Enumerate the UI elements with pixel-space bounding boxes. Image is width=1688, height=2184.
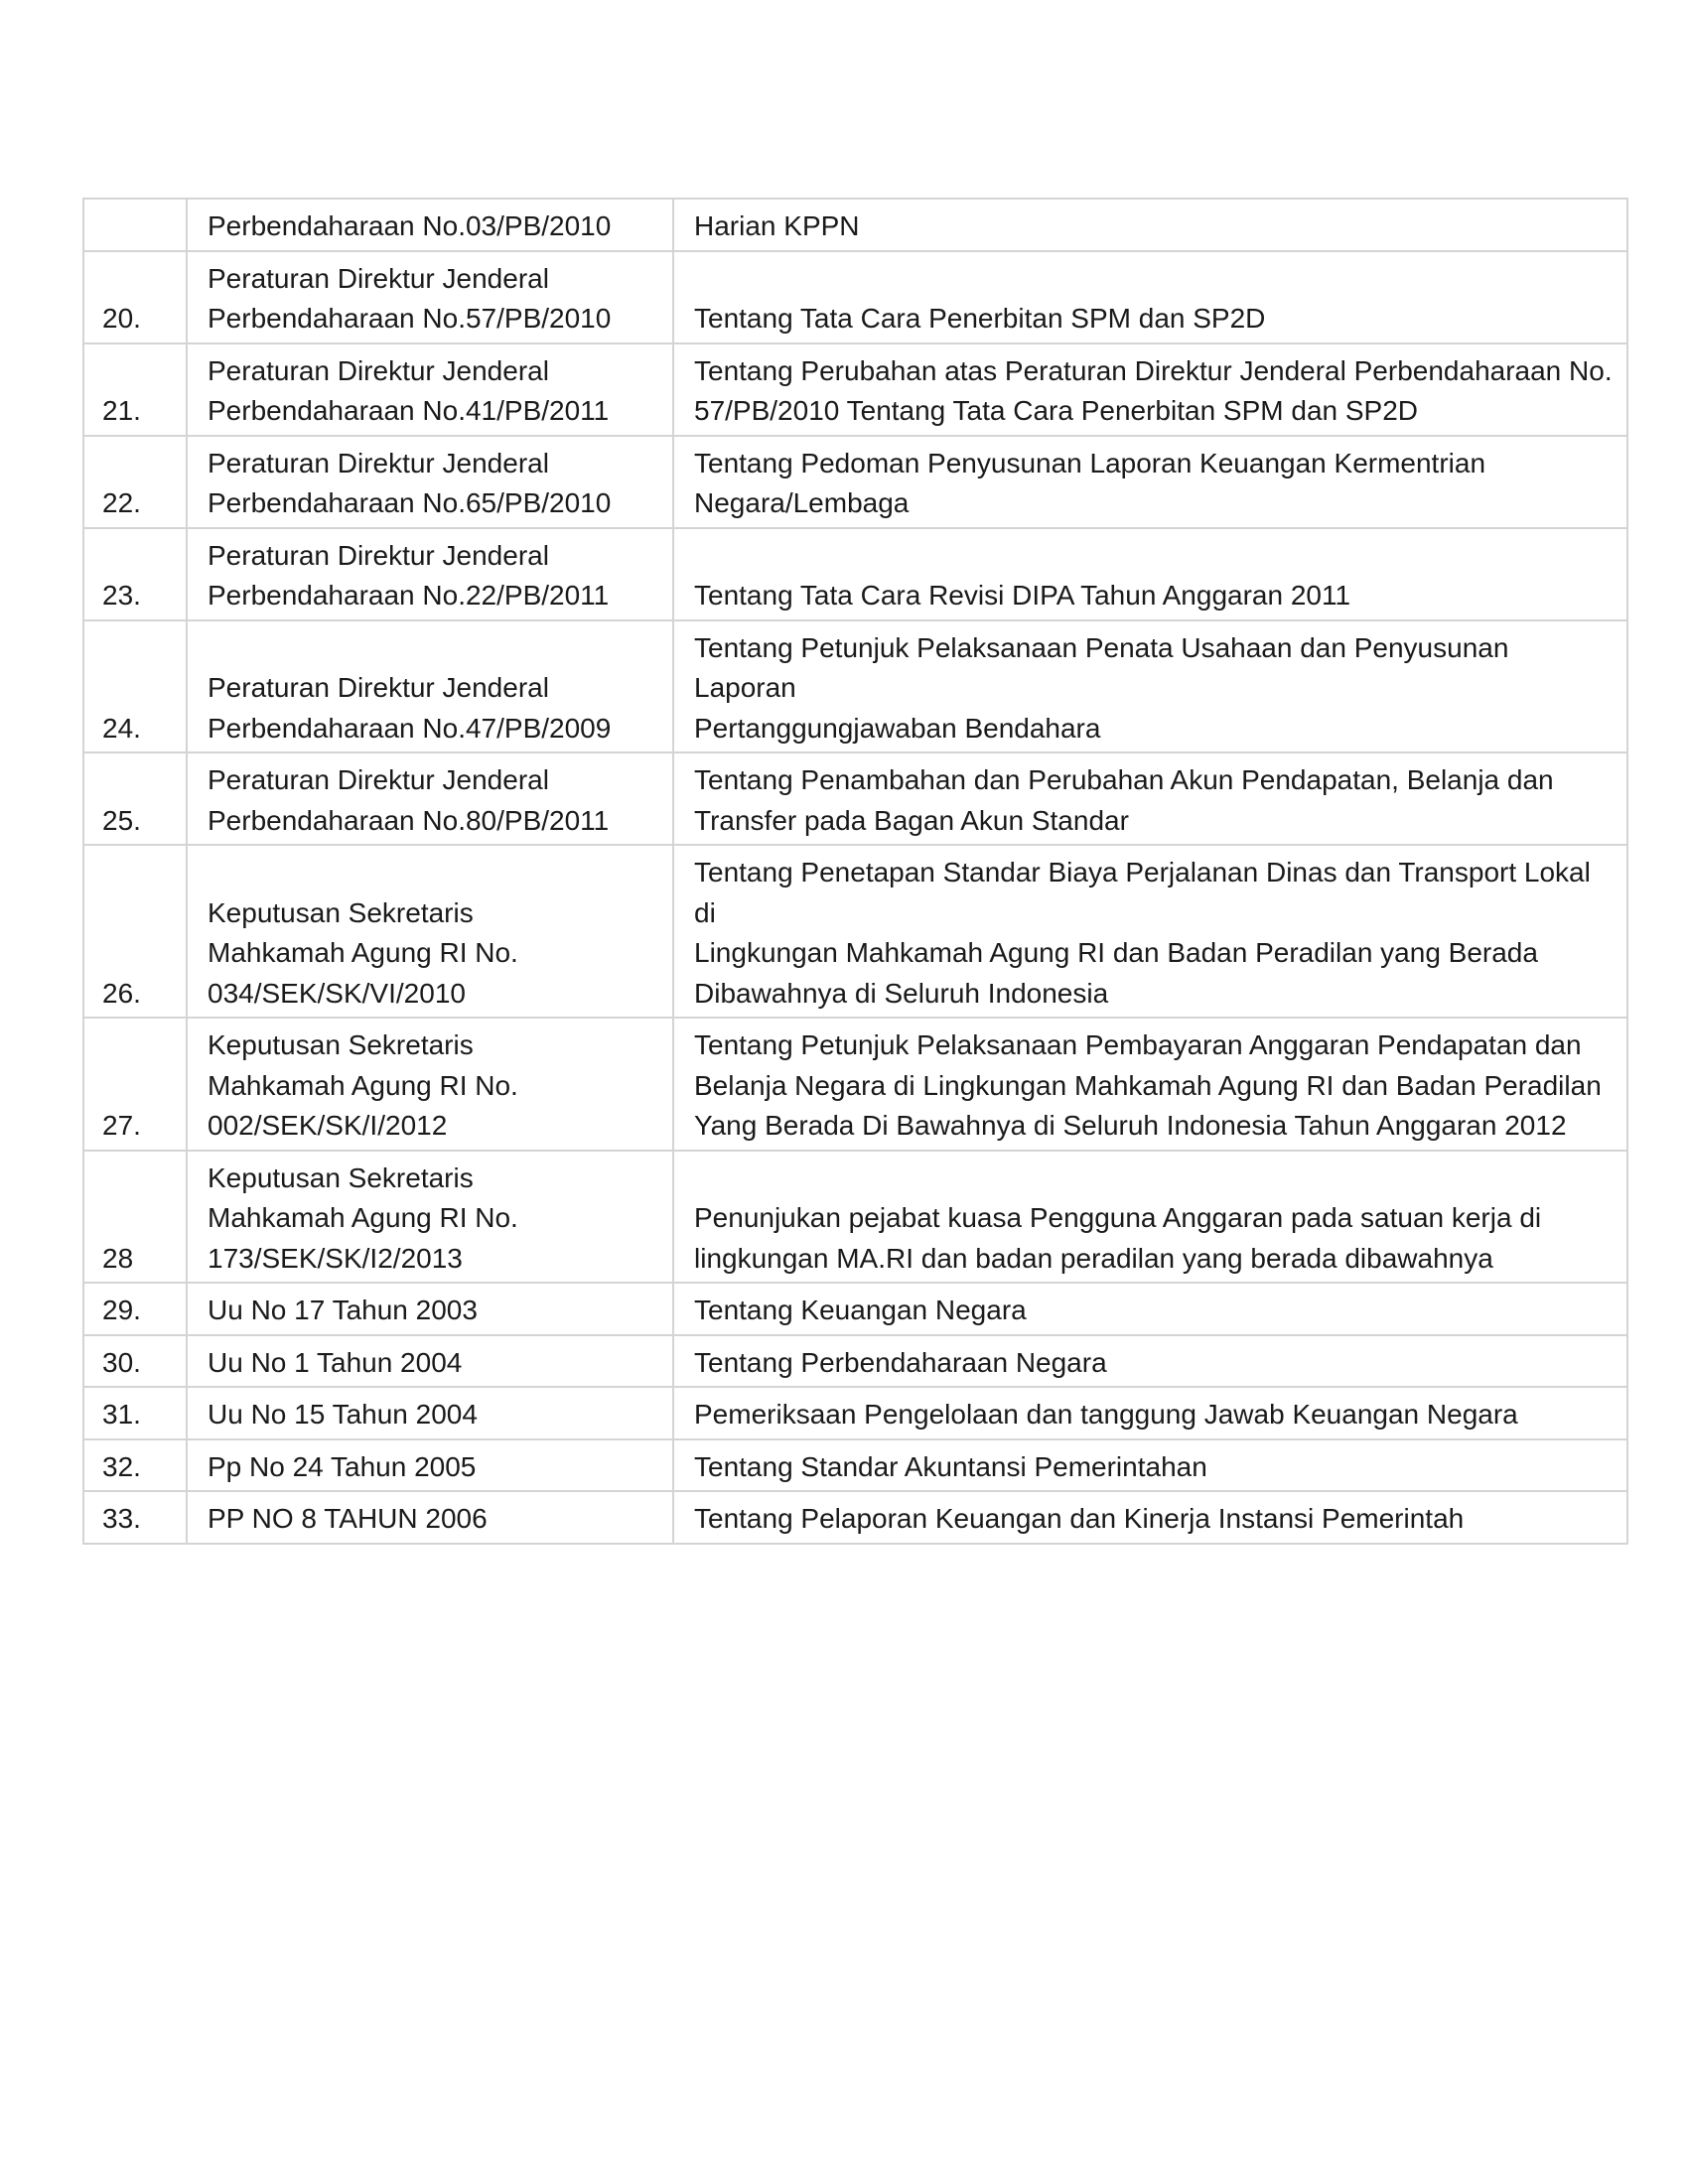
regulation-description: Tentang Tata Cara Revisi DIPA Tahun Anggaran 2011 [694,580,1351,611]
row-number: 29. [102,1295,141,1325]
regulation-description-cell [673,528,1627,620]
row-number-cell [83,1335,187,1388]
regulation-description-cell [673,436,1627,528]
row-number-cell [83,752,187,845]
regulation-name: Uu No 1 Tahun 2004 [208,1346,463,1378]
row-number-cell [83,1439,187,1492]
regulation-table [82,198,1628,1545]
regulation-name-cell [187,343,673,436]
regulation-name-cell [187,752,673,845]
regulation-description-cell [673,1387,1627,1439]
regulation-description-cell [673,1283,1627,1335]
regulation-description-cell [673,1439,1627,1492]
table-row [83,1335,1627,1388]
row-number: 32. [102,1450,141,1482]
table-row [83,845,1627,1018]
regulation-name: Peraturan Direktur Jenderal Perbendaharaan No.57/PB/2010 [208,262,612,334]
regulation-name-cell [187,1439,673,1492]
row-number-cell [83,436,187,528]
regulation-description-cell [673,620,1627,753]
regulation-description-cell [673,752,1627,845]
row-number-cell [83,199,187,251]
regulation-name: Peraturan Direktur Jenderal Perbendaharaan No.41/PB/2011 [208,354,610,426]
regulation-name: Peraturan Direktur Jenderal Perbendaharaan No.22/PB/2011 [208,539,610,611]
regulation-name: Uu No 17 Tahun 2003 [208,1295,478,1325]
table-row [83,1283,1627,1335]
row-number: 28 [102,1242,134,1274]
regulation-description-cell [673,251,1627,343]
row-number: 23. [102,580,141,611]
regulation-name-cell [187,528,673,620]
table-row [83,1151,1627,1284]
row-number-cell [83,1491,187,1544]
table-row [83,1018,1627,1151]
row-number: 21. [102,395,141,426]
row-number: 26. [102,977,141,1009]
regulation-name: Peraturan Direktur Jenderal Perbendaharaan No.80/PB/2011 [208,764,610,836]
regulation-description-cell [673,1335,1627,1388]
regulation-name-cell [187,1335,673,1388]
regulation-name-cell [187,1151,673,1284]
row-number-cell [83,1283,187,1335]
regulation-name-cell [187,436,673,528]
regulation-description-cell [673,1151,1627,1284]
table-row [83,199,1627,251]
regulation-description: Tentang Pelaporan Keuangan dan Kinerja Instansi Pemerintah [694,1503,1465,1534]
regulation-table-body [83,199,1627,1544]
regulation-description: Tentang Penetapan Standar Biaya Perjalanan Dinas dan Transport Lokal di Lingkungan Mahkamah Agung RI dan Badan Peradilan yang Berada Dibawahnya di Seluruh Indonesia [694,857,1591,1009]
table-row [83,528,1627,620]
regulation-name: Keputusan Sekretaris Mahkamah Agung RI No. 002/SEK/SK/I/2012 [208,1029,518,1141]
row-number-cell [83,1151,187,1284]
regulation-name-cell [187,845,673,1018]
row-number-cell [83,1018,187,1151]
regulation-description: Tentang Standar Akuntansi Pemerintahan [694,1450,1207,1482]
table-row [83,1387,1627,1439]
row-number-cell [83,620,187,753]
regulation-description-cell [673,1491,1627,1544]
table-row [83,620,1627,753]
row-number: 30. [102,1346,141,1378]
regulation-description: Tentang Perubahan atas Peraturan Direktur Jenderal Perbendaharaan No. 57/PB/2010 Tentang Tata Cara Penerbitan SPM dan SP2D [694,354,1613,426]
regulation-name: Keputusan Sekretaris Mahkamah Agung RI No. 173/SEK/SK/I2/2013 [208,1161,518,1274]
regulation-name-cell [187,1387,673,1439]
regulation-name: Uu No 15 Tahun 2004 [208,1399,478,1430]
regulation-name-cell [187,251,673,343]
row-number: 27. [102,1110,141,1141]
regulation-description-cell [673,199,1627,251]
row-number-cell [83,1387,187,1439]
row-number-cell [83,251,187,343]
regulation-description: Tentang Perbendaharaan Negara [694,1346,1107,1378]
row-number-cell [83,343,187,436]
row-number-cell [83,845,187,1018]
regulation-name-cell [187,1018,673,1151]
regulation-description: Tentang Penambahan dan Perubahan Akun Pendapatan, Belanja dan Transfer pada Bagan Akun Standar [694,764,1554,836]
regulation-name-cell [187,199,673,251]
regulation-name-cell [187,1491,673,1544]
regulation-description-cell [673,845,1627,1018]
table-row [83,1491,1627,1544]
regulation-description-cell [673,1018,1627,1151]
row-number: 25. [102,804,141,836]
regulation-description: Tentang Pedoman Penyusunan Laporan Keuangan Kermentrian Negara/Lembaga [694,447,1486,518]
regulation-description: Tentang Petunjuk Pelaksanaan Pembayaran Anggaran Pendapatan dan Belanja Negara di Lingkungan Mahkamah Agung RI dan Badan Peradilan Yang Berada Di Bawahnya di Seluruh Indonesia Tahun Anggaran 2012 [694,1029,1602,1141]
row-number-cell [83,528,187,620]
row-number: 20. [102,303,141,334]
regulation-description: Tentang Petunjuk Pelaksanaan Penata Usahaan dan Penyusunan Laporan Pertanggungjawaban Bendahara [694,631,1509,744]
row-number: 24. [102,712,141,744]
regulation-description: Penunjukan pejabat kuasa Pengguna Anggaran pada satuan kerja di lingkungan MA.RI dan badan peradilan yang berada dibawahnya [694,1202,1542,1274]
regulation-description: Tentang Keuangan Negara [694,1295,1027,1325]
regulation-description: Pemeriksaan Pengelolaan dan tanggung Jawab Keuangan Negara [694,1399,1518,1430]
regulation-name-cell [187,1283,673,1335]
regulation-name: PP NO 8 TAHUN 2006 [208,1503,488,1534]
regulation-name: Peraturan Direktur Jenderal Perbendaharaan No.47/PB/2009 [208,672,612,744]
table-row [83,343,1627,436]
regulation-name-cell [187,620,673,753]
row-number: 22. [102,487,141,518]
regulation-name: Pp No 24 Tahun 2005 [208,1450,477,1482]
regulation-description-cell [673,343,1627,436]
table-row [83,1439,1627,1492]
regulation-name: Keputusan Sekretaris Mahkamah Agung RI No. 034/SEK/SK/VI/2010 [208,896,518,1009]
row-number: 31. [102,1399,141,1430]
row-number: 33. [102,1503,141,1534]
table-row [83,436,1627,528]
table-row [83,251,1627,343]
regulation-name: Peraturan Direktur Jenderal Perbendaharaan No.65/PB/2010 [208,447,612,518]
regulation-name: Perbendaharaan No.03/PB/2010 [208,210,612,241]
regulation-description: Harian KPPN [694,210,860,241]
table-row [83,752,1627,845]
regulation-description: Tentang Tata Cara Penerbitan SPM dan SP2D [694,303,1266,334]
